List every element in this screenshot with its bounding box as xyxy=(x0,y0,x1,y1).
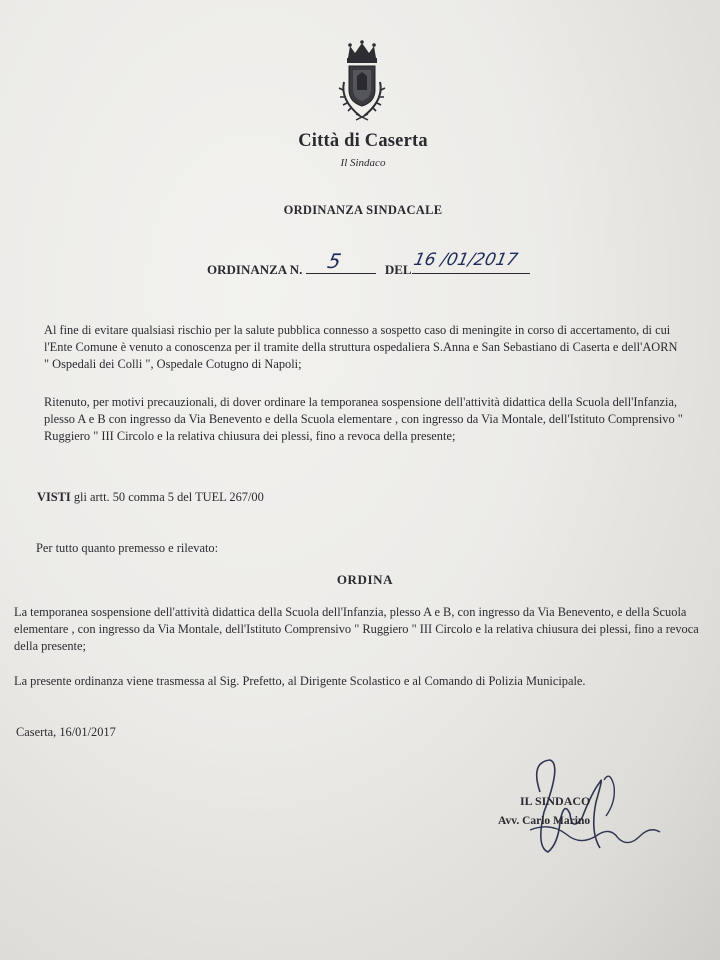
ordinance-number-line xyxy=(306,249,376,274)
legal-reference-keyword: VISTI xyxy=(37,490,71,504)
ordinance-date: 16 /01/2017 xyxy=(411,250,520,270)
document-heading: ORDINANZA SINDACALE xyxy=(283,203,443,217)
legal-reference xyxy=(37,489,264,506)
place-date: Caserta, 16/01/2017 xyxy=(16,725,116,739)
ordina-heading: ORDINA xyxy=(336,572,394,587)
ordinance-number: 5 xyxy=(325,249,343,273)
transmission-paragraph: La presente ordinanza viene trasmessa al Sig. Prefetto, al Dirigente Scolastico e al Comando di Polizia Municipale. xyxy=(14,674,586,688)
office-title: Il Sindaco xyxy=(340,157,386,169)
city-name: Città di Caserta xyxy=(298,131,428,151)
ordinance-number-label: ORDINANZA N. xyxy=(207,262,303,277)
ordinance-date-label: DEL xyxy=(384,262,412,277)
ordinance-number-row xyxy=(207,249,530,278)
preamble-paragraph: Al fine di evitare qualsiasi rischio per la salute pubblica connesso a sospetto caso di meningite in corso di accertamento, di cui l'Ente Comune è venuto a conoscenza per il tramite della struttura ospedaliera S.Anna e San Sebastiano di Caserta e dell'AORN " Ospedali dei Colli ", Ospedale Cotugno di Napoli; xyxy=(44,323,678,371)
handwritten-signature xyxy=(500,752,670,872)
ordinance-date-line xyxy=(411,250,530,274)
city-crest-emblem xyxy=(334,40,390,124)
signatory-name: Avv. Carlo Marino xyxy=(498,815,591,827)
legal-reference-text: gli artt. 50 comma 5 del TUEL 267/00 xyxy=(70,490,264,504)
considering-paragraph: Ritenuto, per motivi precauzionali, di dover ordinare la temporanea sospensione dell'attività didattica della Scuola dell'Infanzia, plesso A e B con ingresso da Via Benevento e della Scuola elementare , con ingresso da Via Montale, dell'Istituto Comprensivo " Ruggiero " III Circolo e la relativa chiusura dei plessi, fino a revoca della presente; xyxy=(44,395,683,443)
order-paragraph: La temporanea sospensione dell'attività didattica della Scuola dell'Infanzia, plesso A e B, con ingresso da Via Benevento, e della Scuola elementare , con ingresso da Via Montale, dell'Istituto Comprensivo " Ruggiero " III Circolo e la relativa chiusura dei plessi, fino a revoca della presente; xyxy=(14,605,699,653)
signature-title: IL SINDACO xyxy=(520,794,591,808)
premise-statement: Per tutto quanto premesso e rilevato: xyxy=(36,541,219,555)
